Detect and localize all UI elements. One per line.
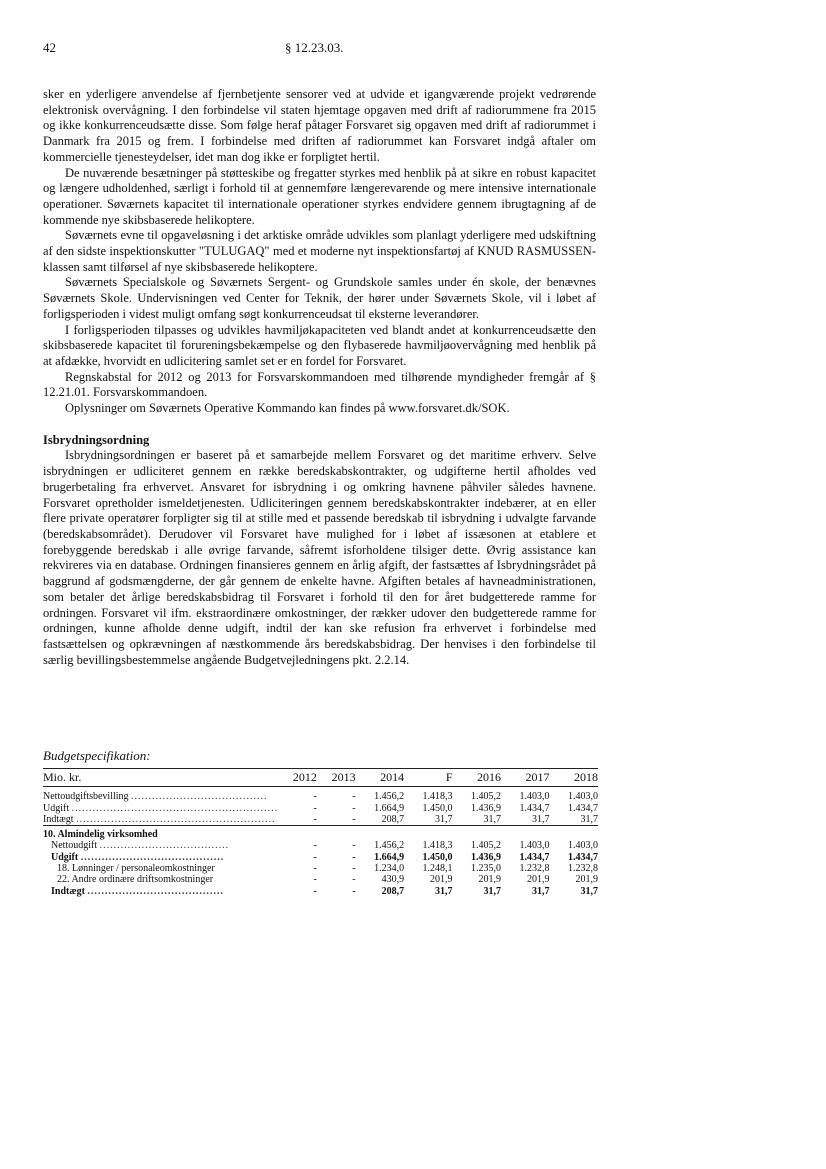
row-label: Indtægt xyxy=(51,885,85,897)
paragraph: I forligsperioden tilpasses og udvikles havmiljøkapaciteten ved blandt andet at konkurrenceudsætte den skibsbaserede kapacitet til forureningsbekæmpelse og den flybaserede havmiljøovervågning med henblik på at afdække, hvorvidt en udlicitering samlet set er en fordel for Forsvaret. xyxy=(43,322,596,368)
dot-leader: ......................................................... xyxy=(76,813,276,825)
page-number: 42 xyxy=(43,40,56,55)
table-cell: 1.403,0 xyxy=(568,840,598,852)
table-cell: - xyxy=(352,840,356,852)
table-cell: - xyxy=(352,863,356,875)
table-cell: 1.234,0 xyxy=(374,863,405,875)
paragraph: Regnskabstal for 2012 og 2013 for Forsvarskommandoen med tilhørende myndigheder fremgår af § 12.21.01. Forsvarskommandoen. xyxy=(43,369,596,400)
table-cell: - xyxy=(352,802,356,814)
dot-leader: ....................................... xyxy=(131,791,268,803)
table-cell: 1.456,2 xyxy=(374,840,405,852)
table-cell: 1.436,9 xyxy=(471,851,501,863)
table-cell: 1.248,1 xyxy=(422,863,453,875)
table-cell: 1.232,8 xyxy=(568,863,598,875)
row-label: Indtægt xyxy=(43,813,74,825)
table-cell: 1.434,7 xyxy=(568,802,598,814)
table-cell: - xyxy=(313,851,317,863)
table-row xyxy=(43,814,598,826)
table-cell: 31,7 xyxy=(435,885,453,897)
table-cell: 1.664,9 xyxy=(374,851,405,863)
table-cell: 1.434,7 xyxy=(568,851,598,863)
table-cell: 1.418,3 xyxy=(422,840,453,852)
dot-leader: ........................................................... xyxy=(71,802,279,814)
table-row xyxy=(43,840,598,851)
table-cell: 1.235,0 xyxy=(471,863,501,875)
row-label: Nettoudgift xyxy=(51,840,98,852)
table-row xyxy=(43,803,598,814)
table-cell: 31,7 xyxy=(501,814,549,826)
table-cell: 208,7 xyxy=(381,885,405,897)
year-header: 2017 xyxy=(501,769,549,787)
table-cell: 208,7 xyxy=(356,814,404,826)
table-cell: 201,9 xyxy=(430,874,453,886)
table-cell: 1.403,0 xyxy=(519,791,550,803)
table-cell: - xyxy=(352,885,356,897)
table-cell: - xyxy=(317,814,356,826)
table-cell: 201,9 xyxy=(526,874,550,886)
table-cell: 31,7 xyxy=(453,814,501,826)
paragraph: Søværnets Specialskole og Søværnets Sergent- og Grundskole samles under én skole, der benævnes Søværnets Skole. Undervisningen ved Center for Teknik, der hører under Søværnets Skole, vil i løbet af forligsperioden i videst muligt omfang søgt konkurrenceudsat til eksterne leverandører. xyxy=(43,275,596,321)
row-label: Udgift xyxy=(43,802,70,814)
table-cell: 1.403,0 xyxy=(568,791,598,803)
table-cell: 1.232,8 xyxy=(519,863,550,875)
table-header-row xyxy=(43,769,598,787)
paragraph: Søværnets evne til opgaveløsning i det arktiske område udvikles som planlagt yderligere med udskiftning af den sidste inspektionskutter "TULUGAQ" med et moderne nyt inspektionsfartøj af KNUD RASMUSSEN-klassen samt tilførsel af nye skibsbaserede helikoptere. xyxy=(43,228,596,274)
table-cell: 1.403,0 xyxy=(519,840,550,852)
year-header: 2012 xyxy=(278,769,317,787)
budget-title: Budgetspecifikation: xyxy=(43,748,151,763)
group-header-row xyxy=(43,826,598,841)
table-row xyxy=(43,852,598,863)
table-cell: - xyxy=(313,874,317,886)
paragraph: De nuværende besætninger på støtteskibe og fregatter styrkes med henblik på at sikre en robust kapacitet og længere udholdenhed, særligt i forhold til at gennemføre længerevarende og mere intensive internationale operationer. Søværnets kapacitet til internationale operationer styrkes endvidere gennem ibrugtagning af de kommende nye skibsbaserede helikoptere. xyxy=(43,165,596,227)
table-cell: 430,9 xyxy=(381,874,405,886)
section-heading: Isbrydningsordning xyxy=(43,432,150,447)
table-cell: 1.450,0 xyxy=(422,851,453,863)
table-row xyxy=(43,886,598,897)
table-cell: - xyxy=(313,863,317,875)
table-cell: 31,7 xyxy=(531,885,550,897)
year-header: 2016 xyxy=(453,769,501,787)
paragraph: Isbrydningsordningen er baseret på et samarbejde mellem Forsvaret og det maritime erhverv. Selve isbrydningen er udliciteret gennem en række beredskabskontrakter, og udgifterne hertil afholdes ved brugerbetaling fra erhvervet. Ansvaret for isbrydning i og omkring havnene påhviler således havnene. Forsvaret opretholder ismeldetjenesten. Udliciteringen gennem beredskabskontrakter indebærer, at en eller flere private operatører forpligter sig til at stille med et passende beredskab til isbrydning i udvalgte farvande (beredskabsområdet). Derudover vil Forsvaret have mulighed for i løbet af issæsonen at etablere et forebyggende beredskab i alle øvrige farvande, såfremt isforholdene tilsiger dette. Øvrig assistance kan rekvireres via en database. Ordningen finansieres gennem en årlig afgift, der fastsættes af Isbrydningsrådet på baggrund af godsmængderne, der går gennem de enkelte havne. Afgiften betales af havneadministrationen, som betaler det årlige beredskabsbidrag til Forsvaret i forhold til den for året budgetterede ramme for ordningen. Forsvaret vil ifm. ekstraordinære omkostninger, der rækker udover den budgetterede ramme for ordningen, kunne afholde denne udgift, indtil der kan ske refusion fra erhvervet i forbindelse med fastsættelsen og opkrævningen af næstkommende års beredskabsbidrag. Der henvises i den forbindelse til særlig bevillingsbestemmelse angående Budgetvejledningens pkt. 2.2.14. xyxy=(43,448,596,667)
table-cell: 201,9 xyxy=(575,874,598,886)
year-header: 2014 xyxy=(356,769,404,787)
table-cell: 1.405,2 xyxy=(471,791,501,803)
group-label: 10. Almindelig virksomhed xyxy=(43,829,158,841)
paragraph: Oplysninger om Søværnets Operative Kommando kan findes på www.forsvaret.dk/SOK. xyxy=(65,401,510,416)
table-cell: 1.405,2 xyxy=(471,840,501,852)
table-row xyxy=(43,787,598,803)
table-cell: 31,7 xyxy=(483,885,501,897)
table-cell: - xyxy=(313,840,317,852)
table-row xyxy=(43,863,598,874)
table-cell: 31,7 xyxy=(404,814,452,826)
table-cell: 1.434,7 xyxy=(519,851,550,863)
table-cell: 1.664,9 xyxy=(374,802,405,814)
table-cell: - xyxy=(313,885,317,897)
row-label: Nettoudgiftsbevilling xyxy=(43,791,129,803)
table-cell: 1.418,3 xyxy=(422,791,453,803)
table-cell: 201,9 xyxy=(478,874,501,886)
table-row xyxy=(43,874,598,885)
table-cell: - xyxy=(352,851,356,863)
table-cell: 1.450,0 xyxy=(422,802,453,814)
section-reference: § 12.23.03. xyxy=(285,40,344,55)
table-cell: 1.456,2 xyxy=(374,791,405,803)
unit-label: Mio. kr. xyxy=(43,769,278,787)
table-cell: - xyxy=(313,791,317,803)
dot-leader: ....................................... xyxy=(87,885,224,897)
table-cell: 1.434,7 xyxy=(519,802,550,814)
table-cell: 31,7 xyxy=(549,814,598,826)
body-text xyxy=(43,87,596,668)
table-cell: - xyxy=(352,874,356,886)
row-label: 18. Lønninger / personaleomkostninger xyxy=(57,863,215,875)
table-cell: 31,7 xyxy=(580,885,598,897)
row-label: Udgift xyxy=(51,851,79,863)
budget-table xyxy=(43,768,598,897)
dot-leader: ......................................... xyxy=(80,851,225,863)
year-header: F xyxy=(404,769,452,787)
table-cell: - xyxy=(313,802,317,814)
year-header: 2018 xyxy=(549,769,598,787)
row-label: 22. Andre ordinære driftsomkostninger xyxy=(57,874,214,886)
table-cell: 1.436,9 xyxy=(471,802,501,814)
table-cell: - xyxy=(352,791,356,803)
table-cell: - xyxy=(278,814,317,826)
year-header: 2013 xyxy=(317,769,356,787)
dot-leader: ..................................... xyxy=(99,840,230,852)
paragraph: sker en yderligere anvendelse af fjernbetjente sensorer ved at udvide et igangværende projekt vedrørende elektronisk overvågning. I den forbindelse vil staten hjemtage opgaven med drift af radiorummene fra 2015 og ikke konkurrenceudsætte disse. Som følge heraf påtager Forsvaret sig opgaven med drift af radiorummet i Danmark fra 2015 og frem. I forbindelse med driften af radiorummet kan Forsvaret indgå aftaler om kommercielle tjenesteydelser, idet man dog ikke er forpligtet hertil. xyxy=(43,87,596,164)
